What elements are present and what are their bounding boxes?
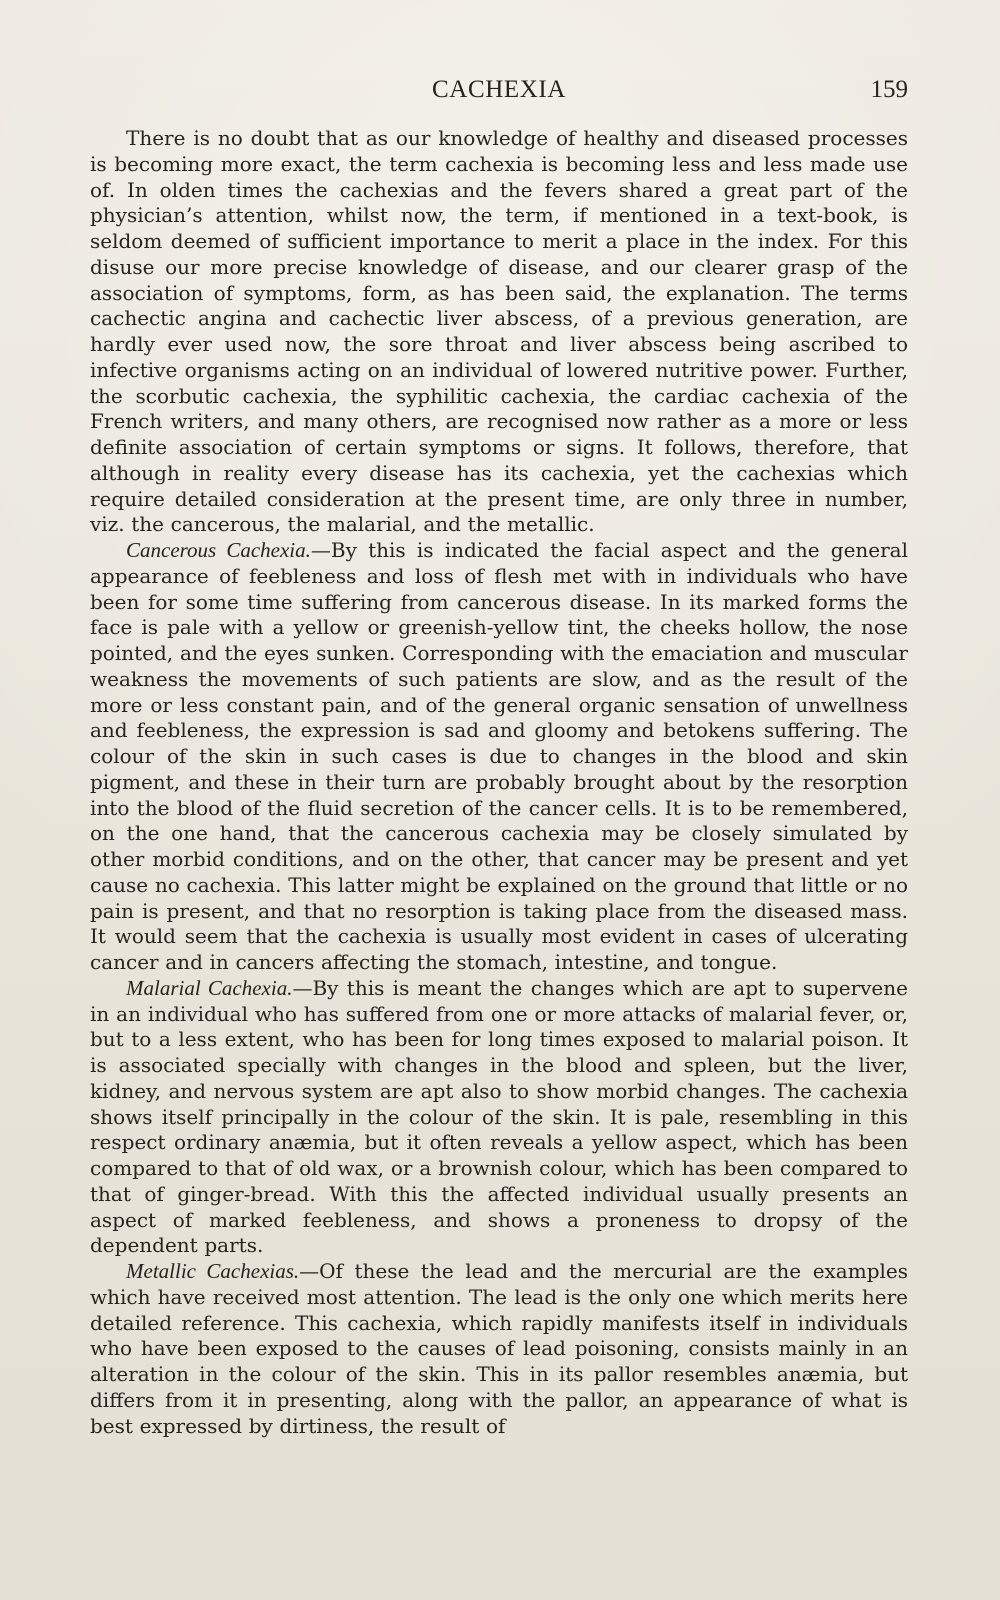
paragraph-text: —By this is indicated the facial aspect and the general appearance of feebleness and loss of flesh met with in individuals who have been for some time suffering from cancerous disease. In its marked forms the face is pale with a yellow or greenish-yellow tint, the cheeks hollow, the nose pointed, and the eyes sunken. Corresponding with the emaciation and muscular weakness the movements of such patients are slow, and as the result of the more or less constant pain, and of the general organic sensation of unwellness and feebleness, the expression is sad and gloomy and betokens suffering. The colour of the skin in such cases is due to changes in the blood and skin pigment, and these in their turn are probably brought about by the resorption into the blood of the fluid secretion of the cancer cells. It is to be remembered, on the one hand, that the cancerous cachexia may be closely simulated by other morbid conditions, and on the other, that cancer may be present and yet cause no cachexia. This latter might be explained on the ground that little or no pain is present, and that no resorption is taking place from the diseased mass. It would seem that the cachexia is usually most evident in cases of ulcerating cancer and in cancers affecting the stomach, intestine, and tongue. xyxy=(90,538,908,974)
metallic-cachexias-paragraph xyxy=(90,1259,908,1439)
paragraph-text: There is no doubt that as our knowledge of healthy and diseased processes is becoming more exact, the term cachexia is becoming less and less made use of. In olden times the cachexias and the fevers shared a great part of the physician’s attention, whilst now, the term, if mentioned in a text-book, is seldom deemed of sufficient importance to merit a place in the index. For this disuse our more precise knowledge of disease, and our clearer grasp of the association of symptoms, form, as has been said, the explanation. The terms cachectic angina and cachectic liver abscess, of a previous generation, are hardly ever used now, the sore throat and liver abscess being ascribed to infective organisms acting on an individual of lowered nutritive power. Further, the scorbutic cachexia, the syphilitic cachexia, the cardiac cachexia of the French writers, and many others, are recognised now rather as a more or less definite association of certain symptoms or signs. It follows, therefore, that although in reality every disease has its cachexia, yet the cachexias which require detailed consideration at the present time, are only three in number, viz. the cancerous, the malarial, and the metallic. xyxy=(90,126,908,537)
page-number: 159 xyxy=(870,76,908,103)
malarial-cachexia-paragraph xyxy=(90,976,908,1259)
body-text xyxy=(90,126,908,1439)
intro-paragraph xyxy=(90,126,908,538)
section-heading: Cancerous Cachexia. xyxy=(126,538,311,562)
cancerous-cachexia-paragraph xyxy=(90,538,908,976)
running-title: CACHEXIA xyxy=(432,76,566,103)
running-header xyxy=(90,73,908,107)
section-heading: Malarial Cachexia. xyxy=(126,975,293,1000)
paragraph-text: —By this is meant the changes which are apt to supervene in an individual who has suffered from one or more attacks of malarial fever, or, but to a less extent, who has been for long times exposed to malarial poison. It is associated specially with changes in the blood and spleen, but the liver, kidney, and nervous system are apt also to show morbid changes. The cachexia shows itself principally in the colour of the skin. It is pale, resembling in this respect ordinary anæmia, but it often reveals a yellow aspect, which has been compared to that of old wax, or a brownish colour, which has been compared to that of ginger-bread. With this the affected individual usually presents an aspect of marked feebleness, and shows a proneness to dropsy of the dependent parts. xyxy=(90,975,908,1258)
section-heading: Metallic Cachexias. xyxy=(126,1259,300,1283)
paragraph-text: —Of these the lead and the mercurial are the examples which have received most attention. The lead is the only one which merits here detailed reference. This cachexia, which rapidly manifests itself in individuals who have been exposed to the causes of lead poisoning, consists mainly in an alteration in the colour of the skin. This in its pallor resembles anæmia, but differs from it in presenting, along with the pallor, an appearance of what is best expressed by dirtiness, the result of xyxy=(90,1259,908,1438)
